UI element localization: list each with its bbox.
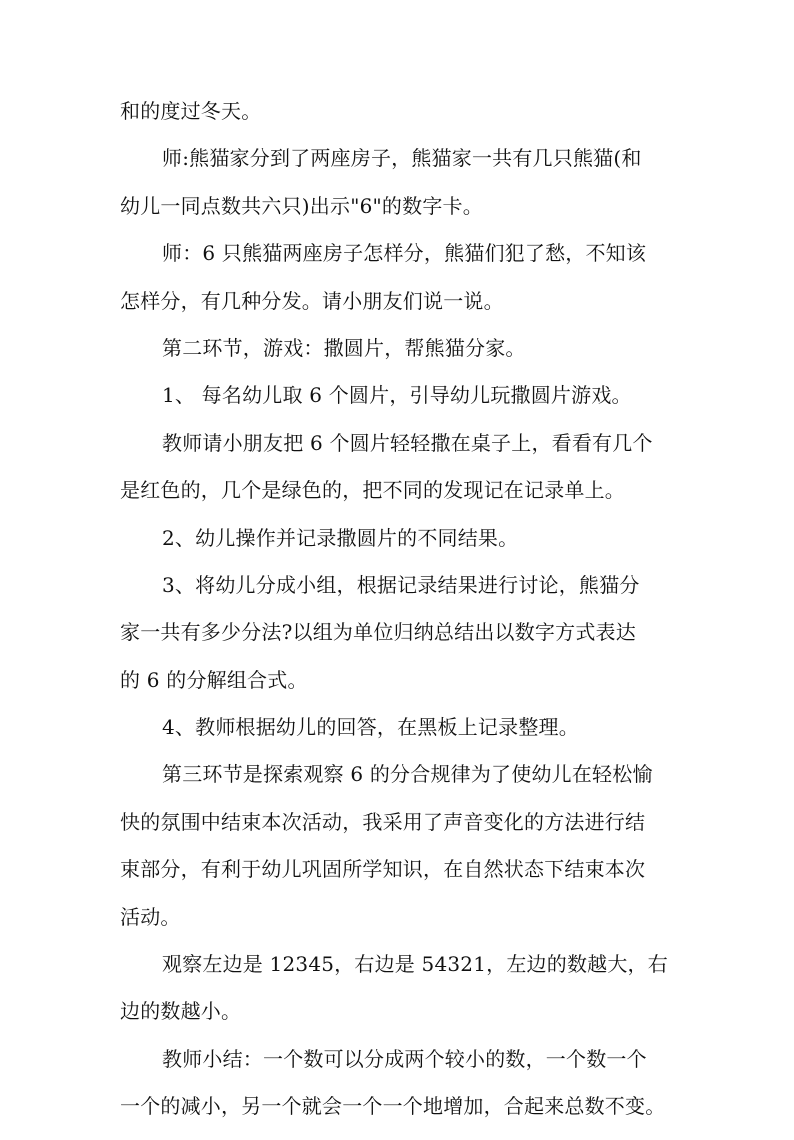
- text-line-8: 教师请小朋友把 6 个圆片轻轻撒在桌子上，看看有几个: [162, 430, 653, 455]
- text-line-14: 4、教师根据幼儿的回答，在黑板上记录整理。: [162, 715, 579, 740]
- text-line-4: 师：6 只熊猫两座房子怎样分，熊猫们犯了愁，不知该: [162, 241, 647, 266]
- text-line-10: 2、幼儿操作并记录撒圆片的不同结果。: [162, 525, 519, 550]
- text-line-13: 的 6 的分解组合式。: [120, 667, 308, 692]
- text-line-16: 快的氛围中结束本次活动，我采用了声音变化的方法进行结: [120, 809, 646, 834]
- text-line-17: 束部分，有利于幼儿巩固所学知识，在自然状态下结束本次: [120, 857, 646, 882]
- text-line-18: 活动。: [120, 904, 181, 929]
- text-line-9: 是红色的，几个是绿色的，把不同的发现记在记录单上。: [120, 478, 625, 503]
- text-line-21: 教师小结：一个数可以分成两个较小的数，一个数一个: [162, 1046, 647, 1071]
- text-line-22: 一个的减小，另一个就会一个一个地增加，合起来总数不变。: [120, 1094, 666, 1119]
- text-line-15: 第三环节是探索观察 6 的分合规律为了使幼儿在轻松愉: [162, 762, 653, 787]
- text-line-7: 1、 每名幼儿取 6 个圆片，引导幼儿玩撒圆片游戏。: [162, 383, 632, 408]
- document-page: [120, 97, 675, 1140]
- text-line-1: 和的度过冬天。: [120, 99, 262, 123]
- text-line-6: 第二环节，游戏：撒圆片，帮熊猫分家。: [162, 335, 526, 360]
- text-line-19: 观察左边是 12345，右边是 54321，左边的数越大，右: [162, 952, 668, 977]
- text-line-3: 幼儿一同点数共六只)出示"6"的数字卡。: [120, 193, 483, 218]
- text-line-2: 师:熊猫家分到了两座房子，熊猫家一共有几只熊猫(和: [162, 146, 642, 171]
- text-line-20: 边的数越小。: [120, 999, 242, 1024]
- text-line-5: 怎样分，有几种分发。请小朋友们说一说。: [120, 288, 504, 313]
- text-line-11: 3、将幼儿分成小组，根据记录结果进行讨论，熊猫分: [162, 572, 640, 597]
- text-line-12: 家一共有多少分法?以组为单位归纳总结出以数字方式表达: [120, 620, 636, 645]
